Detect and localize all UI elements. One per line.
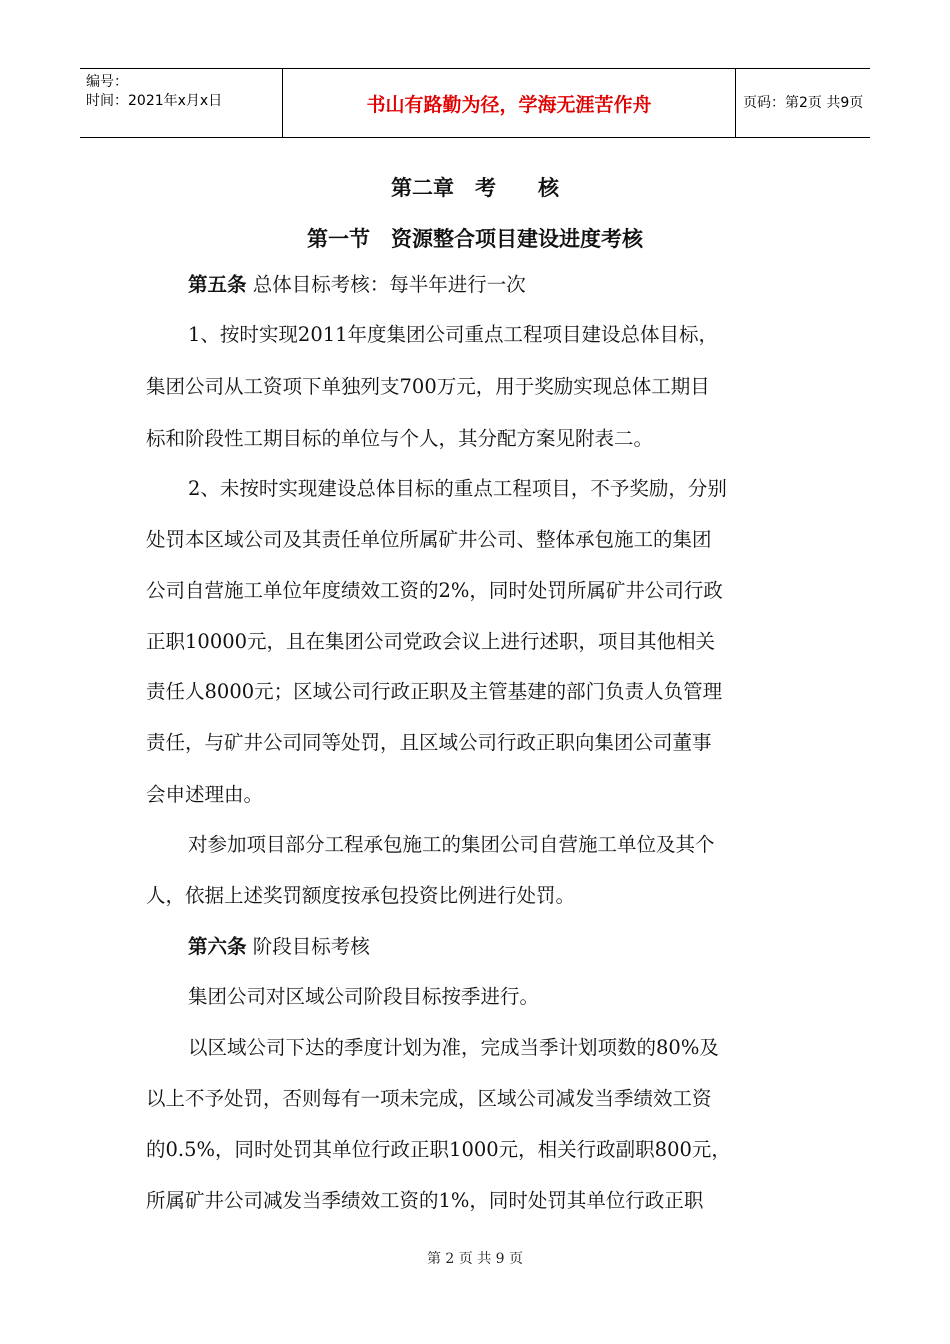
paragraph-line: 集团公司对区域公司阶段目标按季进行。 xyxy=(188,985,540,1008)
paragraph-line: 对参加项目部分工程承包施工的集团公司自营施工单位及其个 xyxy=(188,833,715,856)
paragraph-line: 公司自营施工单位年度绩效工资的2%，同时处罚所属矿井公司行政 xyxy=(146,579,723,602)
paragraph-line: 集团公司从工资项下单独列支700万元，用于奖励实现总体工期目 xyxy=(146,375,710,398)
header-right-cell xyxy=(735,69,870,137)
page-code: 页码：第2页 共9页 xyxy=(743,95,864,111)
paragraph-line: 以上不予处罚，否则每有一项未完成，区域公司减发当季绩效工资 xyxy=(146,1087,712,1110)
paragraph-line: 标和阶段性工期目标的单位与个人，其分配方案见附表二。 xyxy=(146,427,654,450)
paragraph-line: 会申述理由。 xyxy=(146,783,264,806)
article-6-label: 第六条 xyxy=(188,935,247,958)
article-6-text: 阶段目标考核 xyxy=(246,935,370,958)
paragraph-line: 责任人8000元；区域公司行政正职及主管基建的部门负责人负管理 xyxy=(146,680,723,703)
paragraph-line: 处罚本区域公司及其责任单位所属矿井公司、整体承包施工的集团 xyxy=(146,528,712,551)
article-6-heading xyxy=(188,934,848,960)
paragraph-line: 所属矿井公司减发当季绩效工资的1%，同时处罚其单位行政正职 xyxy=(146,1189,704,1212)
article-5-text: 总体目标考核：每半年进行一次 xyxy=(246,273,526,296)
page-footer: 第 2 页 共 9 页 xyxy=(426,1251,524,1267)
motto-text: 书山有路勤为径，学海无涯苦作舟 xyxy=(366,93,652,116)
paragraph-line: 人，依据上述奖罚额度按承包投资比例进行处罚。 xyxy=(146,884,576,907)
chapter-title: 第二章 考 核 xyxy=(391,175,559,200)
code-label: 编号： xyxy=(86,74,128,90)
time-label: 时间：2021年x月x日 xyxy=(86,93,223,109)
paragraph-line: 的0.5%，同时处罚其单位行政正职1000元，相关行政副职800元， xyxy=(146,1138,731,1161)
paragraph-line: 2、未按时实现建设总体目标的重点工程项目，不予奖励，分别 xyxy=(188,477,727,500)
page-header xyxy=(80,68,870,138)
paragraph-line: 责任，与矿井公司同等处罚，且区域公司行政正职向集团公司董事 xyxy=(146,731,712,754)
section-title: 第一节 资源整合项目建设进度考核 xyxy=(307,226,643,251)
article-5-label: 第五条 xyxy=(188,273,247,296)
article-5-heading xyxy=(188,272,848,298)
header-left-cell xyxy=(80,69,282,137)
paragraph-line: 1、按时实现2011年度集团公司重点工程项目建设总体目标， xyxy=(188,323,719,346)
header-motto-cell xyxy=(282,69,736,137)
paragraph-line: 正职10000元，且在集团公司党政会议上进行述职，项目其他相关 xyxy=(146,630,716,653)
paragraph-line: 以区域公司下达的季度计划为准，完成当季计划项数的80%及 xyxy=(188,1036,719,1059)
